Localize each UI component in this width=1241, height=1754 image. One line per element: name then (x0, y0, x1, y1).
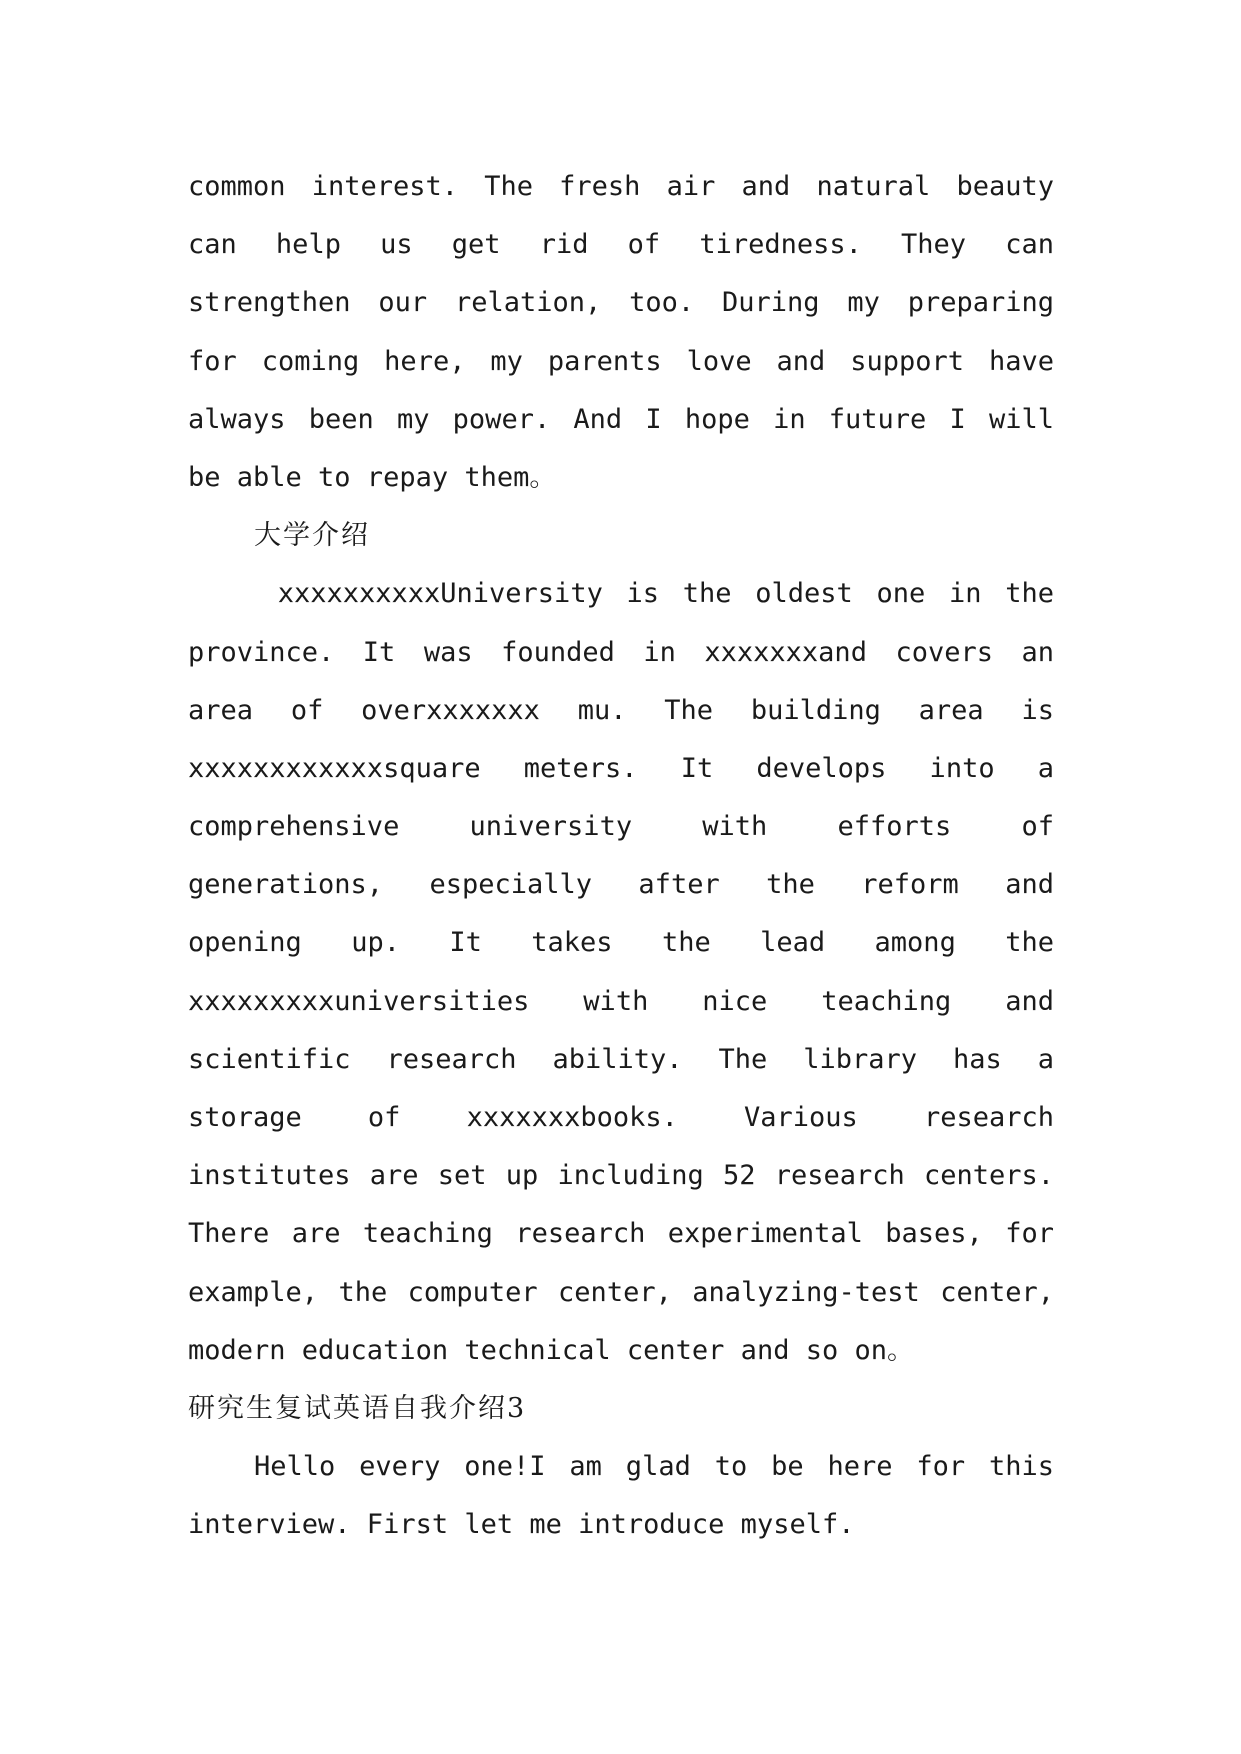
text-line: Hello every one!I am glad to be here for this (254, 1451, 1054, 1483)
text-line: storage of xxxxxxxbooks. Various research (188, 1102, 1054, 1133)
text-line: generations, especially after the reform and (188, 869, 1054, 901)
paragraph-university (188, 565, 1054, 1380)
text-line: strengthen our relation, too. During my preparing (188, 287, 1054, 319)
paragraph-family-closing (188, 158, 1054, 507)
text-line: province. It was founded in xxxxxxxand covers an (188, 636, 1054, 668)
text-line: There are teaching research experimental bases, for (188, 1218, 1054, 1250)
text-line: area of overxxxxxxx mu. The building area is (188, 694, 1054, 726)
text-line: for coming here, my parents love and support have (188, 345, 1054, 377)
text-line: be able to repay them。 (188, 461, 557, 493)
text-line: xxxxxxxxxuniversities with nice teaching and (188, 985, 1054, 1017)
text-line: scientific research ability. The library has a (188, 1043, 1054, 1075)
text-line: example, the computer center, analyzing-test center, (188, 1276, 1054, 1308)
text-line: can help us get rid of tiredness. They can (188, 229, 1054, 261)
heading-section-3: 研究生复试英语自我介绍3 (188, 1392, 527, 1424)
text-line: interview. First let me introduce myself. (188, 1509, 855, 1541)
text-line: modern education technical center and so on。 (188, 1334, 914, 1366)
heading-university-intro: 大学介绍 (254, 520, 370, 552)
document-body (188, 158, 1054, 1555)
text-line: institutes are set up including 52 research centers. (188, 1160, 1054, 1192)
text-line: comprehensive university with efforts of (188, 811, 1054, 843)
paragraph-self-introduction (188, 1438, 1054, 1554)
text-line: opening up. It takes the lead among the (188, 927, 1054, 959)
text-line: xxxxxxxxxxUniversity is the oldest one in the (254, 578, 1054, 610)
text-line: always been my power. And I hope in future I will (188, 403, 1054, 435)
text-line: common interest. The fresh air and natural beauty (188, 171, 1054, 202)
text-line: xxxxxxxxxxxxsquare meters. It develops into a (188, 752, 1054, 784)
